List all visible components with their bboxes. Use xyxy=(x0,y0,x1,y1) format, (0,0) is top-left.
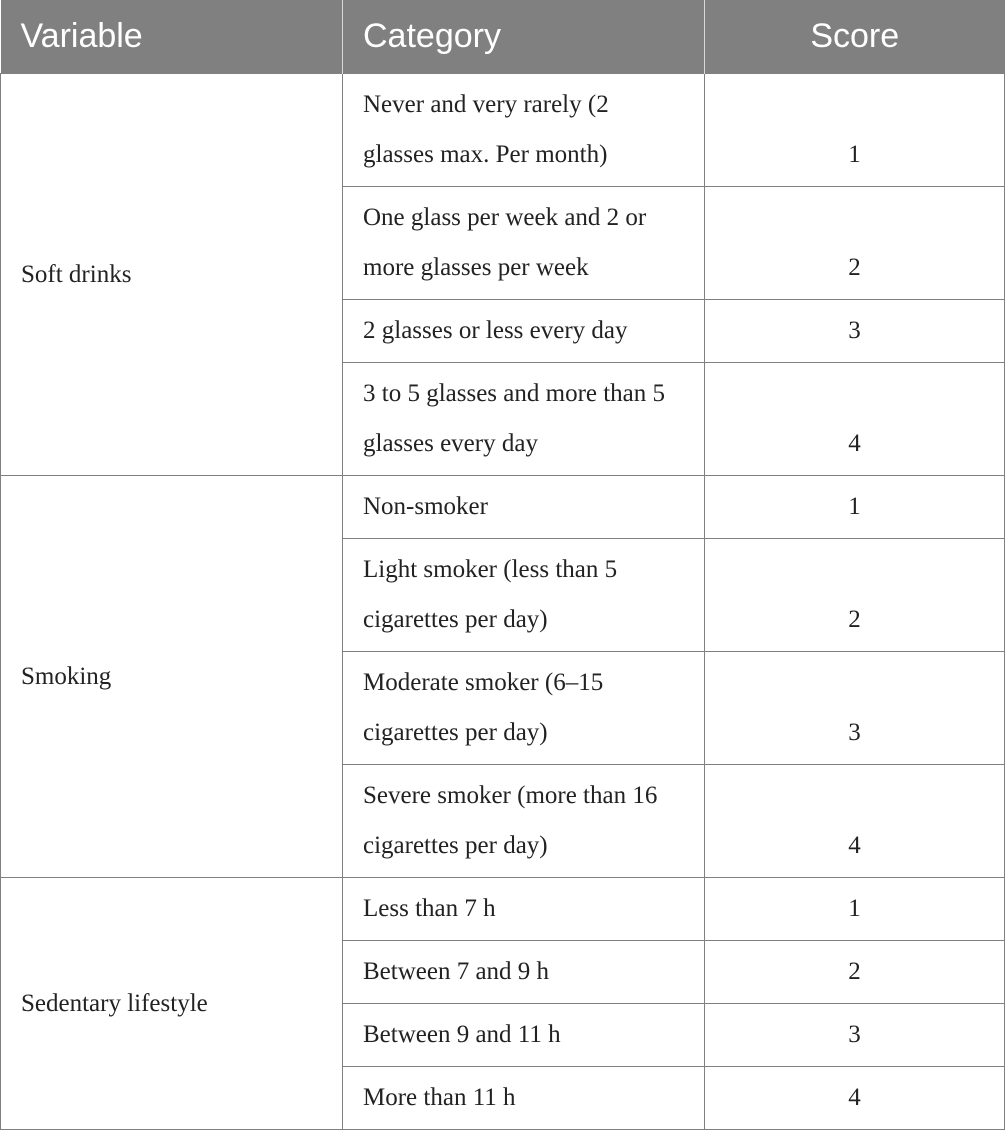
category-cell: 3 to 5 glasses and more than 5 glasses every day xyxy=(343,363,705,476)
score-cell: 1 xyxy=(705,878,1005,941)
category-cell: Severe smoker (more than 16 cigarettes per day) xyxy=(343,765,705,878)
header-variable: Variable xyxy=(1,0,343,74)
score-cell: 3 xyxy=(705,1004,1005,1067)
score-cell: 2 xyxy=(705,941,1005,1004)
category-cell: More than 11 h xyxy=(343,1067,705,1130)
category-cell: Non-smoker xyxy=(343,476,705,539)
table-row xyxy=(1,878,1005,941)
category-cell: 2 glasses or less every day xyxy=(343,300,705,363)
table-row xyxy=(1,74,1005,187)
variable-cell: Soft drinks xyxy=(1,74,343,476)
header-category: Category xyxy=(343,0,705,74)
score-cell: 4 xyxy=(705,363,1005,476)
category-cell: One glass per week and 2 or more glasses per week xyxy=(343,187,705,300)
score-cell: 3 xyxy=(705,652,1005,765)
category-cell: Between 9 and 11 h xyxy=(343,1004,705,1067)
category-cell: Never and very rarely (2 glasses max. Per month) xyxy=(343,74,705,187)
header-row xyxy=(1,0,1005,74)
variable-cell: Sedentary lifestyle xyxy=(1,878,343,1130)
category-cell: Moderate smoker (6–15 cigarettes per day) xyxy=(343,652,705,765)
category-cell: Light smoker (less than 5 cigarettes per day) xyxy=(343,539,705,652)
table-body xyxy=(1,74,1005,1130)
variable-cell: Smoking xyxy=(1,476,343,878)
category-cell: Between 7 and 9 h xyxy=(343,941,705,1004)
table-header xyxy=(1,0,1005,74)
score-cell: 3 xyxy=(705,300,1005,363)
score-cell: 1 xyxy=(705,476,1005,539)
score-cell: 4 xyxy=(705,765,1005,878)
score-cell: 2 xyxy=(705,187,1005,300)
score-cell: 4 xyxy=(705,1067,1005,1130)
score-cell: 1 xyxy=(705,74,1005,187)
table-row xyxy=(1,476,1005,539)
header-score: Score xyxy=(705,0,1005,74)
category-cell: Less than 7 h xyxy=(343,878,705,941)
score-cell: 2 xyxy=(705,539,1005,652)
